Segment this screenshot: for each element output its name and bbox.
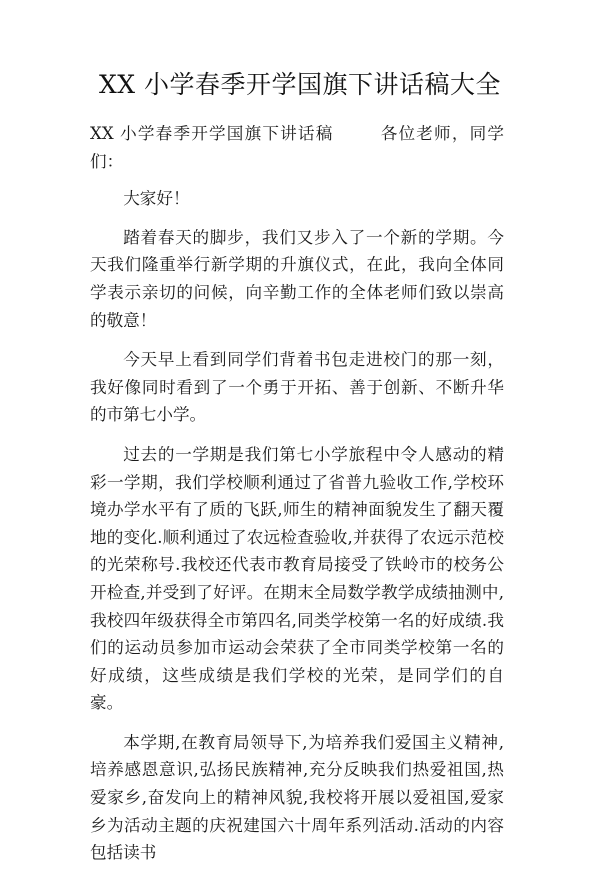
paragraph-4: 本学期,在教育局领导下,为培养我们爱国主义精神,培养感恩意识,弘扬民族精神,充分反映我们热爱祖国,热爱家乡,奋发向上的精神风貌,我校将开展以爱祖国,爱家乡为活动主题的庆祝建国六十周年系列活动.活动的内容包括读书 [90,732,504,863]
document-subtitle: XX 小学春季开学国旗下讲话稿 [90,124,334,143]
paragraph-2: 今天早上看到同学们背着书包走进校门的那一刻，我好像同时看到了一个勇于开拓、善于创新、不断升华的市第七小学。 [90,350,504,425]
greeting: 大家好！ [123,189,190,209]
salutation: 各位老师，同学们： [90,124,505,171]
document-title: XX 小学春季开学国旗下讲话稿大全 [98,70,502,99]
paragraph-3: 过去的一学期是我们第七小学旅程中令人感动的精彩一学期，我们学校顺利通过了省普九验收工作,学校环境办学水平有了质的飞跃,师生的精神面貌发生了翻天覆地的变化.顺利通过了农远检查验收,并获得了农远示范校的光荣称号.我校还代表市教育局接受了铁岭市的校务公开检查,并受到了好评。在期末全局数学教学成绩抽测中,我校四年级获得全市第四名,同类学校第一名的好成绩.我们的运动员参加市运动会荣获了全市同类学校第一名的好成绩，这些成绩是我们学校的光荣，是同学们的自豪。 [90,444,504,713]
paragraph-1: 踏着春天的脚步，我们又步入了一个新的学期。今天我们隆重举行新学期的升旗仪式，在此，我向全体同学表示亲切的问候，向辛勤工作的全体老师们致以崇高的敬意！ [90,227,504,330]
document-body [90,120,504,879]
opening-line [90,120,504,175]
